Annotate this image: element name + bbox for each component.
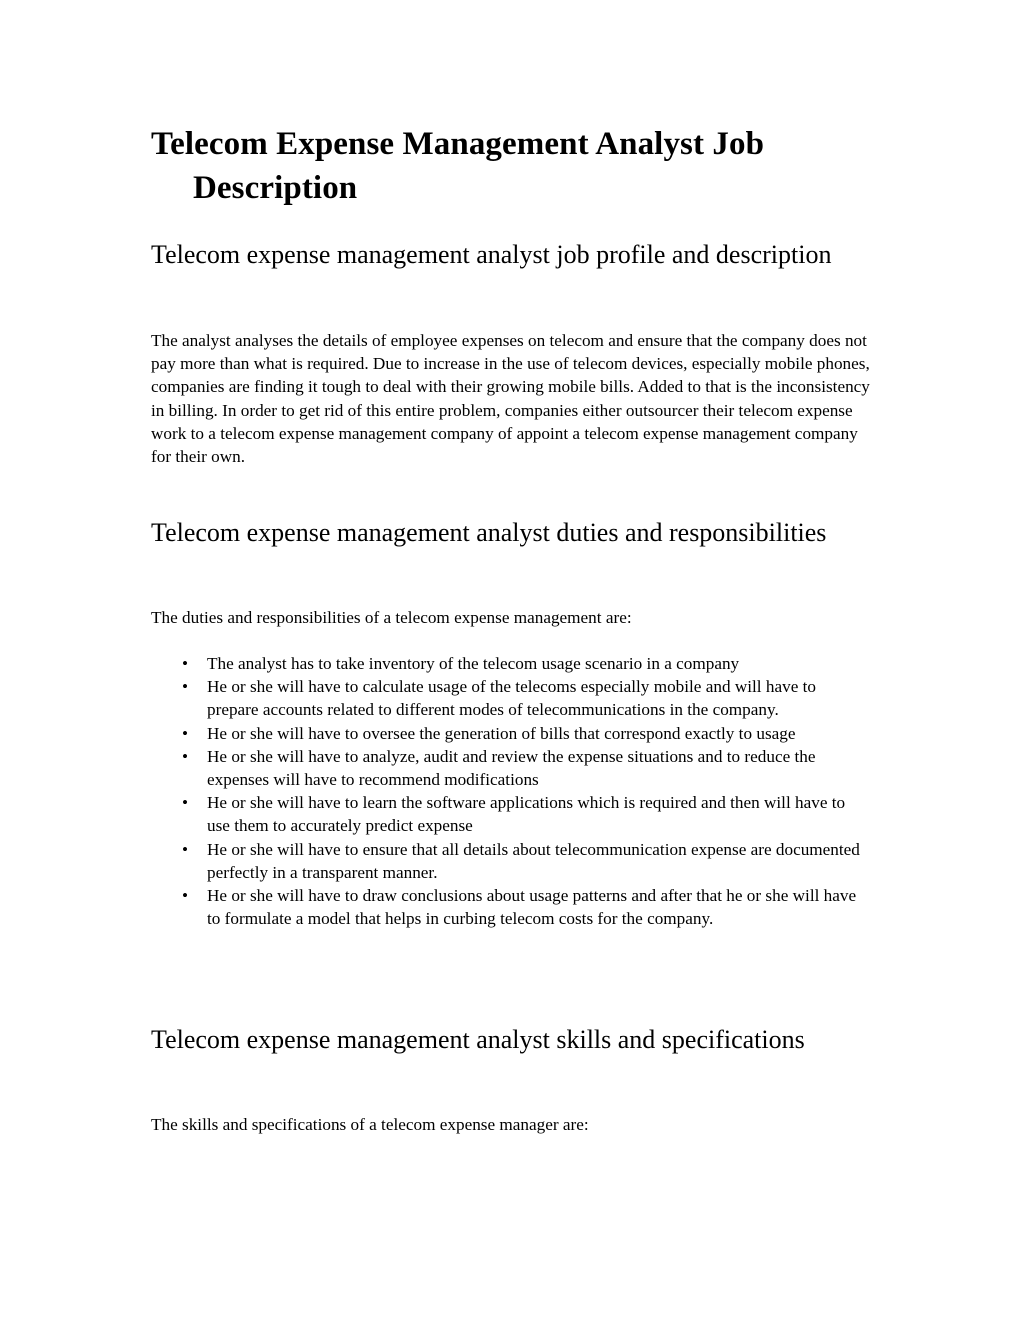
- section-profile-heading-block: [151, 237, 870, 273]
- bullet-icon: •: [182, 654, 189, 673]
- section-heading-duties-responsibilities: Telecom expense management analyst duties and responsibilities: [151, 518, 827, 547]
- list-item: [151, 838, 870, 884]
- section-profile-body-block: [151, 329, 870, 468]
- section-heading-job-profile: Telecom expense management analyst job profile and description: [151, 240, 832, 269]
- paragraph-job-profile: The analyst analyses the details of employee expenses on telecom and ensure that the company does not pay more than what is required. Due to increase in the use of telecom devices, especially mobile phones, companies are finding it tough to deal with their growing mobile bills. Added to that is the inconsistency in billing. In order to get rid of this entire problem, companies either outsourcer their telecom expense work to a telecom expense management company of appoint a telecom expense management company for their own.: [151, 331, 870, 467]
- list-item: [151, 745, 870, 791]
- section-heading-skills-specifications: Telecom expense management analyst skills and specifications: [151, 1025, 805, 1054]
- list-item-text: He or she will have to learn the software applications which is required and then will have to use them to accurately predict expense: [207, 793, 846, 836]
- paragraph-skills-intro: The skills and specifications of a telecom expense manager are:: [151, 1115, 589, 1134]
- bullet-icon: •: [182, 839, 189, 859]
- duties-bullet-list: [151, 652, 870, 930]
- bullet-icon: •: [182, 677, 189, 697]
- list-item: [151, 675, 870, 721]
- bullet-icon: •: [182, 886, 189, 906]
- list-item: [151, 722, 870, 745]
- section-duties-list-block: [151, 652, 870, 930]
- list-item-text: He or she will have to ensure that all details about telecommunication expense are documented perfectly in a transparent manner.: [207, 839, 860, 882]
- list-item-text: He or she will have to analyze, audit and review the expense situations and to reduce the expenses will have to recommend modifications: [207, 746, 816, 790]
- list-item: [151, 791, 870, 837]
- section-duties-intro-block: [151, 606, 870, 629]
- list-item: [151, 884, 870, 930]
- paragraph-duties-intro: The duties and responsibilities of a telecom expense management are:: [151, 608, 632, 627]
- bullet-icon: •: [182, 793, 189, 813]
- section-duties-heading-block: [151, 515, 870, 551]
- bullet-icon: •: [182, 746, 189, 766]
- list-item-text: He or she will have to calculate usage of the telecoms especially mobile and will have to prepare accounts related to different modes of telecommunications in the company.: [207, 677, 816, 720]
- list-item-text: He or she will have to oversee the generation of bills that correspond exactly to usage: [207, 723, 796, 743]
- page-title: Telecom Expense Management Analyst Job Description: [151, 126, 765, 206]
- list-item-text: He or she will have to draw conclusions about usage patterns and after that he or she will have to formulate a model that helps in curbing telecom costs for the company.: [207, 886, 857, 929]
- list-item-text: The analyst has to take inventory of the telecom usage scenario in a company: [207, 654, 740, 673]
- section-skills-heading-block: [151, 1022, 870, 1058]
- list-item: [151, 652, 870, 675]
- section-skills-intro-block: [151, 1113, 870, 1136]
- bullet-icon: •: [182, 723, 189, 743]
